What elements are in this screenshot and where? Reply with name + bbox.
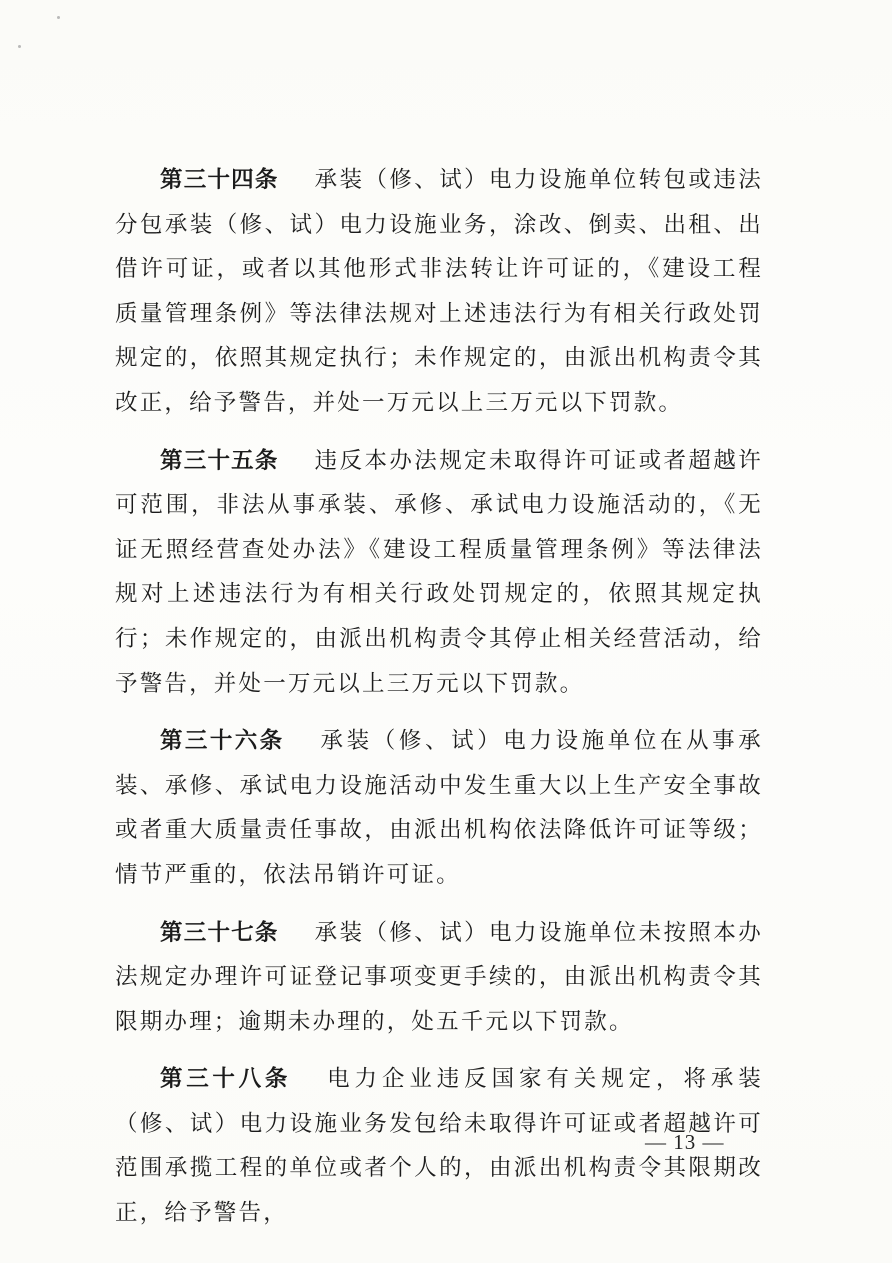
article-title: 第三十八条: [160, 1066, 292, 1093]
article-text: 违反本办法规定未取得许可证或者超越许可范围，非法从事承装、承修、承试电力设施活动的，《无证无照经营查处办法》《建设工程质量管理条例》等法律法规对上述违法行为有相关行政处罚规定的，依照其规定执行；未作规定的，由派出机构责令其停止相关经营活动，给予警告，并处一万元以上三万元以下罚款。: [115, 447, 763, 697]
article-text: 电力企业违反国家有关规定，将承装（修、试）电力设施业务发包给未取得许可证或者超越许可范围承揽工程的单位或者个人的，由派出机构责令其限期改正，给予警告，: [115, 1066, 763, 1227]
article-title: 第三十七条: [160, 919, 279, 946]
article-text: 承装（修、试）电力设施单位在从事承装、承修、承试电力设施活动中发生重大以上生产安全事故或者重大质量责任事故，由派出机构依法降低许可证等级；情节严重的，依法吊销许可证。: [115, 728, 763, 888]
scan-speck: [57, 16, 60, 19]
article-37: [115, 911, 763, 1045]
article-34: [115, 158, 763, 426]
article-text: 承装（修、试）电力设施单位转包或违法分包承装（修、试）电力设施业务，涂改、倒卖、出租、出借许可证，或者以其他形式非法转让许可证的，《建设工程质量管理条例》等法律法规对上述违法行为有相关行政处罚规定的，依照其规定执行；未作规定的，由派出机构责令其改正，给予警告，并处一万元以上三万元以下罚款。: [115, 167, 763, 416]
scan-speck: [18, 45, 21, 48]
document-body: [115, 158, 763, 1249]
article-title: 第三十四条: [160, 167, 279, 193]
article-35: [115, 439, 763, 707]
article-title: 第三十六条: [160, 728, 285, 755]
article-text: 承装（修、试）电力设施单位未按照本办法规定办理许可证登记事项变更手续的，由派出机构责令其限期办理；逾期未办理的，处五千元以下罚款。: [115, 919, 763, 1035]
article-title: 第三十五条: [160, 447, 279, 474]
article-36: [115, 719, 763, 897]
page-number: — 13 —: [645, 1130, 725, 1154]
